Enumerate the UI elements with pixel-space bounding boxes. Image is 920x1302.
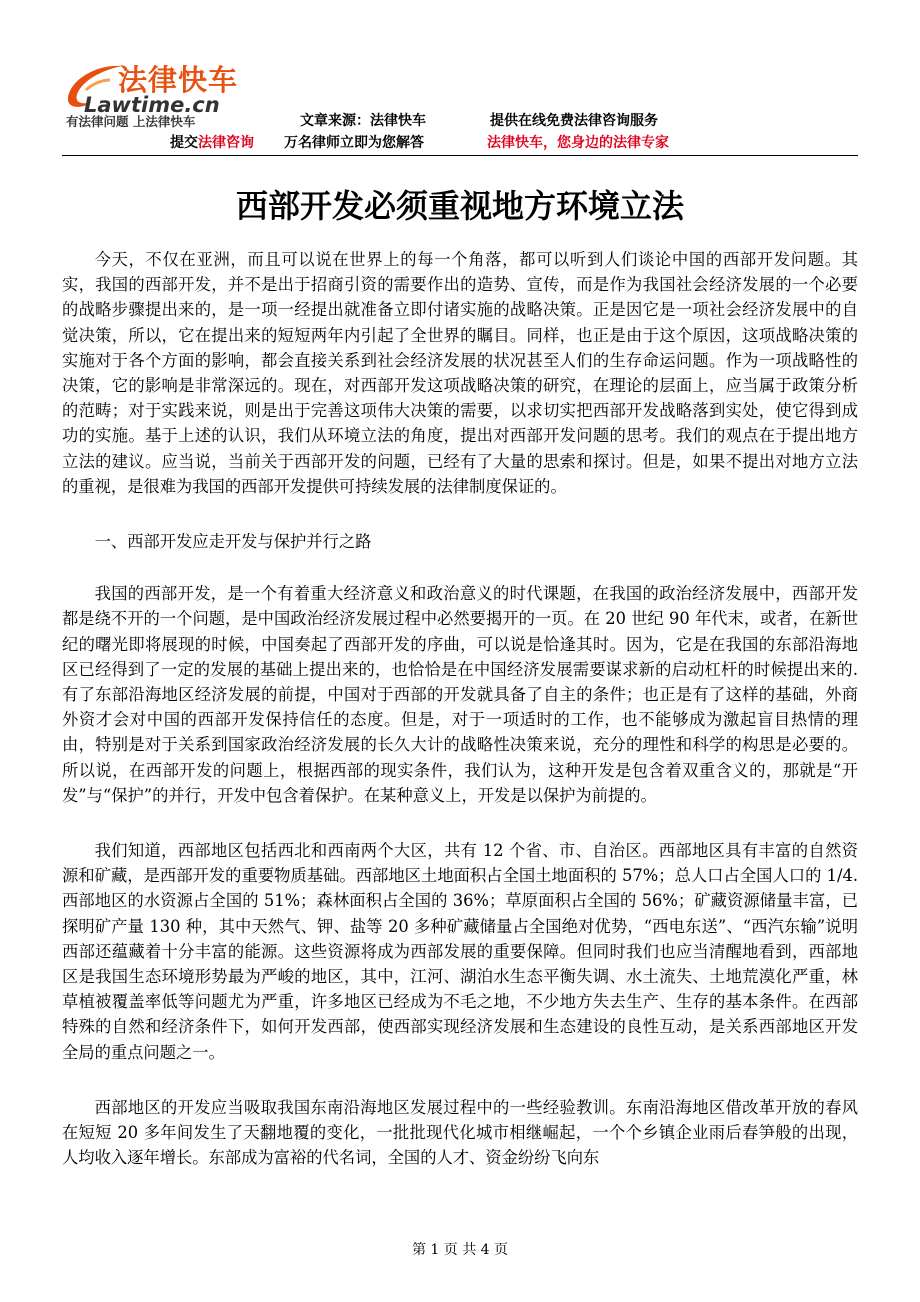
paragraph-1: 今天，不仅在亚洲，而且可以说在世界上的每一个角落，都可以听到人们谈论中国的西部开发问题。其实，我国的西部开发，并不是出于招商引资的需要作出的造势、宣传，而是作为我国社会经济发展的一个必要的战略步骤提出来的，是一项一经提出就准备立即付诸实施的战略决策。正是因它是一项社会经济发展中的自觉决策，所以，它在提出来的短短两年内引起了全世界的瞩目。同样，也正是由于这个原因，这项战略决策的实施对于各个方面的影响，都会直接关系到社会经济发展的状况甚至人们的生存命运问题。作为一项战略性的决策，它的影响是非常深远的。现在，对西部开发这项战略决策的研究，在理论的层面上，应当属于政策分析的范畴；对于实践来说，则是出于完善这项伟大决策的需要，以求切实把西部开发战略落到实处，使它得到成功的实施。基于上述的认识，我们从环境立法的角度，提出对西部开发问题的思考。我们的观点在于提出地方立法的建议。应当说，当前关于西部开发的问题，已经有了大量的思索和探讨。但是，如果不提出对地方立法的重视，是很难为我国的西部开发提供可持续发展的法律制度保证的。 <box>62 250 858 496</box>
submit-prefix: 提交 <box>170 135 198 151</box>
paragraph-4: 西部地区的开发应当吸取我国东南沿海地区发展过程中的一些经验教训。东南沿海地区借改革开放的春风在短短 20 多年间发生了天翻地覆的变化，一批批现代化城市相继崛起，一个个乡镇企业雨后春笋般的出现，人均收入逐年增长。东部成为富裕的代名词，全国的人才、资金纷纷飞向东 <box>62 1097 858 1168</box>
page-number: 第 1 页 共 4 页 <box>411 1242 509 1258</box>
tagline: 法律快车，您身边的法律专家 <box>487 135 669 151</box>
page-header <box>0 0 920 160</box>
article-body <box>62 247 858 1201</box>
service-label: 提供在线免费法律咨询服务 <box>490 113 658 129</box>
paragraph-2: 我国的西部开发，是一个有着重大经济意义和政治意义的时代课题，在我国的政治经济发展中，西部开发都是绕不开的一个问题，是中国政治经济发展过程中必然要揭开的一页。在 20 世纪 90 年代末，或者，在新世纪的曙光即将展现的时候，中国奏起了西部开发的序曲，可以说是恰逢其时。因为，它是在我国的东部沿海地区已经得到了一定的发展的基础上提出来的，也恰恰是在中国经济发展需要谋求新的启动杠杆的时候提出来的. 有了东部沿海地区经济发展的前提，中国对于西部的开发就具备了自主的条件；也正是有了这样的基础，外商外资才会对中国的西部开发保持信任的态度。但是，对于一项适时的工作，也不能够成为激起盲目热情的理由，特别是对于关系到国家政治经济发展的长久大计的战略性决策来说，充分的理性和科学的构思是必要的。所以说，在西部开发的问题上，根据西部的现实条件，我们认为，这种开发是包含着双重含义的，那就是“开发”与“保护”的并行，开发中包含着保护。在某种意义上，开发是以保护为前提的。 <box>62 584 858 805</box>
legal-consult-link[interactable]: 法律咨询 <box>198 135 254 151</box>
article-title: 西部开发必须重视地方环境立法 <box>235 187 684 225</box>
section-heading-1: 一、西部开发应走开发与保护并行之路 <box>94 532 372 552</box>
submit-consult-line <box>170 134 254 152</box>
logo-name-en: Lawtime.cn <box>84 93 220 117</box>
logo-slogan: 有法律问题 上法律快车 <box>66 114 196 129</box>
paragraph-3: 我们知道，西部地区包括西北和西南两个大区，共有 12 个省、市、自治区。西部地区具有丰富的自然资源和矿藏，是西部开发的重要物质基础。西部地区土地面积占全国土地面积的 57%；总人口占全国人口的 1/4. 西部地区的水资源占全国的 51%；森林面积占全国的 36%；草原面积占全国的 56%；矿藏资源储量丰富，已探明矿产量 130 种，其中天然气、钾、盐等 20 多种矿藏储量占全国绝对优势，“西电东送”、“西汽东输”说明西部还蕴藏着十分丰富的能源。这些资源将成为西部发展的重要保障。但同时我们也应当清醒地看到，西部地区是我国生态环境形势最为严峻的地区，其中，江河、湖泊水生态平衡失调、水土流失、土地荒漠化严重，林草植被覆盖率低等问题尤为严重，许多地区已经成为不毛之地，不少地方失去生产、生存的基本条件。在西部特殊的自然和经济条件下，如何开发西部，使西部实现经济发展和生态建设的良性互动，是关系西部地区开发全局的重点问题之一。 <box>62 841 858 1062</box>
source-label: 文章来源：法律快车 <box>300 113 426 129</box>
lawyers-label: 万名律师立即为您解答 <box>284 135 424 151</box>
header-divider <box>62 155 858 156</box>
lawtime-logo[interactable] <box>62 60 262 132</box>
logo-name-cn: 法律快车 <box>118 63 239 97</box>
